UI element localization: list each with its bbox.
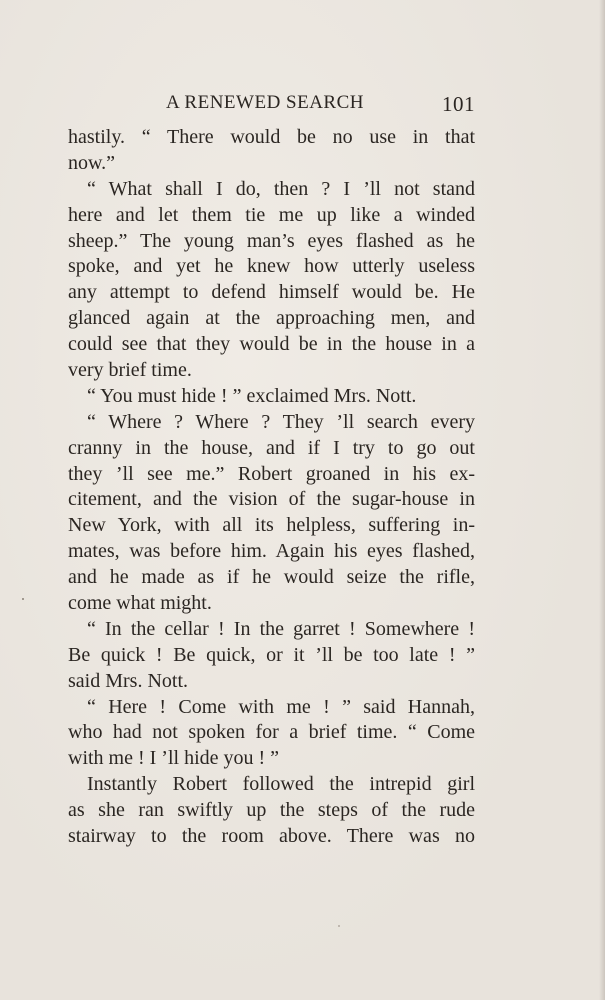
text-line: as she ran swiftly up the steps of the rude bbox=[68, 799, 475, 822]
text-line: glanced again at the approaching men, and bbox=[68, 307, 475, 330]
text-line: sheep.” The young man’s eyes flashed as he bbox=[68, 229, 475, 252]
text-line: stairway to the room above. There was no bbox=[68, 825, 475, 848]
text-line: Instantly Robert followed the intrepid girl bbox=[87, 773, 475, 796]
text-line: “ You must hide ! ” exclaimed Mrs. Nott. bbox=[87, 384, 417, 407]
text-line: cranny in the house, and if I try to go out bbox=[68, 436, 475, 459]
body-text bbox=[68, 125, 475, 850]
text-line: spoke, and yet he knew how utterly useless bbox=[68, 255, 475, 278]
running-head bbox=[68, 92, 475, 120]
text-line: “ In the cellar ! In the garret ! Somewhere ! bbox=[87, 617, 475, 640]
text-line: “ What shall I do, then ? I ’ll not stand bbox=[87, 177, 475, 200]
text-line: here and let them tie me up like a winded bbox=[68, 203, 475, 226]
text-line: and he made as if he would seize the rifle, bbox=[68, 566, 475, 589]
text-line: very brief time. bbox=[68, 359, 192, 382]
text-line: they ’ll see me.” Robert groaned in his ex- bbox=[68, 462, 475, 485]
text-line: mates, was before him. Again his eyes flashed, bbox=[68, 540, 475, 563]
text-line: Be quick ! Be quick, or it ’ll be too late ! ” bbox=[68, 643, 475, 666]
text-line: said Mrs. Nott. bbox=[68, 669, 188, 692]
text-line: come what might. bbox=[68, 592, 212, 615]
text-line: “ Where ? Where ? They ’ll search every bbox=[87, 410, 475, 433]
text-line: could see that they would be in the house in a bbox=[68, 333, 475, 356]
text-line: who had not spoken for a brief time. “ Come bbox=[68, 721, 475, 744]
running-title: A RENEWED SEARCH bbox=[166, 92, 364, 113]
paper-speck bbox=[22, 598, 24, 600]
text-line: New York, with all its helpless, suffering in- bbox=[68, 514, 475, 537]
paper-speck bbox=[338, 925, 340, 927]
text-line: now.” bbox=[68, 151, 116, 174]
page-number: 101 bbox=[442, 92, 475, 116]
text-line: hastily. “ There would be no use in that bbox=[68, 126, 475, 148]
text-line: with me ! I ’ll hide you ! ” bbox=[68, 747, 280, 770]
text-line: “ Here ! Come with me ! ” said Hannah, bbox=[87, 695, 475, 718]
text-line: citement, and the vision of the sugar-house in bbox=[68, 488, 475, 511]
text-line: any attempt to defend himself would be. He bbox=[68, 281, 475, 304]
